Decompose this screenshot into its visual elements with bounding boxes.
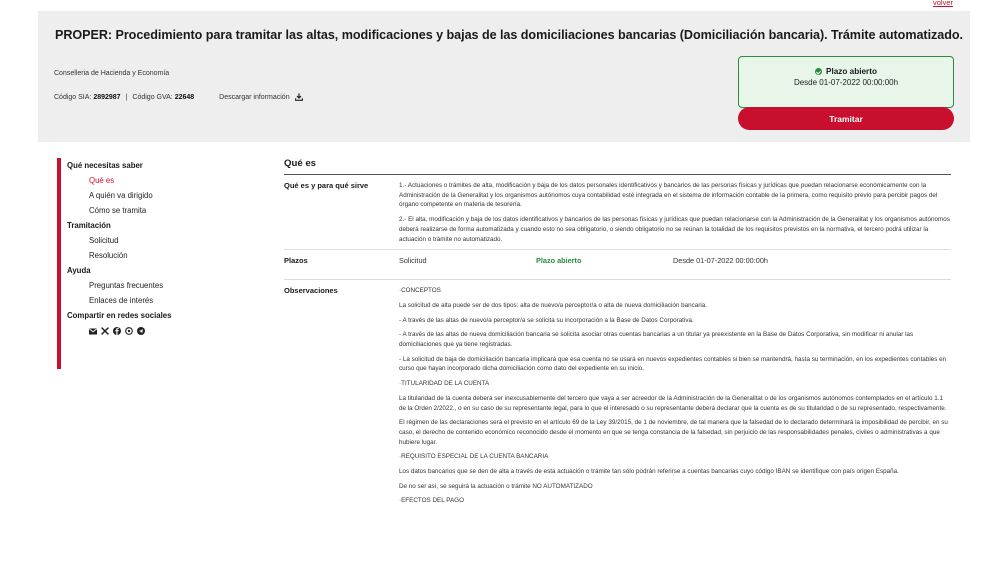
- obs-paragraph: ·CONCEPTOS: [399, 287, 441, 295]
- main-content: [284, 158, 951, 511]
- email-icon[interactable]: [89, 327, 97, 335]
- obs-paragraph: La titularidad de la cuenta deberá ser inexcusablemente del tercero que vaya a ser acreedor de la Administración de la Generalitat o de los organismos autónomos contemplados en el artículo 1.1 de la Orden 2/2022., o en su caso de su representante legal, para lo que el interesado o su representante deberá declarar que la cuenta es de su titularidad o de su representado, respectivamente.: [399, 394, 947, 412]
- gva-code: 22648: [174, 93, 195, 101]
- sidebar-item-resolucion[interactable]: Resolución: [89, 251, 128, 260]
- sidebar-section-tramitacion: Tramitación: [67, 221, 111, 230]
- obs-paragraph: ·TITULARIDAD DE LA CUENTA: [399, 380, 490, 388]
- plazos-label: Plazos: [284, 256, 308, 266]
- obs-paragraph: El régimen de las declaraciones será el previsto en el artículo 69 de la Ley 39/2015, de 1 de noviembre, de tal manera que la falsedad de lo declarado determinará la imposibilidad de percibir, en su caso, el derecho de contenido económico reconocido desde el momento en que se tenga constancia de la falsedad, sin perjuicio de las responsabilidades penales, civiles o administrativas a que hubiere lugar.: [399, 419, 948, 446]
- conselleria-name: Conselleria de Hacienda y Economía: [54, 70, 170, 77]
- obs-paragraph: - La solicitud de baja de domiciliación bancaria implicará que esa cuenta no se usará en nuevos expedientes contables si bien se mantendrá, hasta su terminación, en los expedientes contables en curso que hayan incorporado dicha domiciliación como dato del expediente en su inicio.: [399, 355, 947, 373]
- obs-paragraph: La solicitud de alta puede ser de dos tipos: alta de nuevo/a perceptor/a o alta de nueva domiciliación bancaria.: [399, 301, 708, 309]
- sidebar-item-a-quien-va-dirigido[interactable]: A quién va dirigido: [89, 191, 153, 200]
- sidebar-section-compartir: Compartir en redes sociales: [67, 311, 172, 320]
- sidebar-section-que-necesitas-saber: Qué necesitas saber: [67, 161, 143, 170]
- sidebar-section-ayuda: Ayuda: [67, 266, 91, 275]
- status-badge: [738, 56, 954, 108]
- obs-paragraph: De no ser así, se seguirá la actuación o trámite NO AUTOMATIZADO: [399, 482, 593, 490]
- tramitar-button[interactable]: Tramitar: [738, 107, 954, 130]
- sidebar-item-enlaces-de-interes[interactable]: Enlaces de interés: [89, 296, 154, 305]
- observaciones-row: [284, 280, 951, 511]
- check-circle-icon: [815, 68, 822, 75]
- obs-paragraph: ·EFECTOS DEL PAGO: [399, 497, 464, 505]
- sidebar-item-solicitud[interactable]: Solicitud: [89, 236, 119, 245]
- social-share: [67, 327, 217, 335]
- sidebar-item-preguntas-frecuentes[interactable]: Preguntas frecuentes: [89, 281, 164, 290]
- plazo-tipo: Solicitud: [399, 256, 427, 266]
- que-es-paragraph: 2.- El alta, modificación y baja de los datos identificativos y bancarios de las personas físicas y jurídicas que puedan relacionarse con la Administración de la Generalitat y los organismos autónomos deberá realizarse de forma automatizada y cuando esto no sea obligatorio, o siendo obligatorio no se reúnan la totalidad de los requisitos previstos en la normativa, el tercero podrá utilizar la actuación o trámite no automatizado.: [399, 216, 950, 243]
- que-es-row: [284, 175, 951, 250]
- obs-paragraph: - A través de las altas de nuevo/a perceptor/a se solicita su incorporación a la Base de Datos Corporativa.: [399, 316, 694, 324]
- gva-label: Código GVA:: [132, 93, 173, 101]
- volver-link[interactable]: volver: [932, 0, 953, 7]
- plazo-fecha: Desde 01-07-2022 00:00:00h: [673, 256, 768, 266]
- procedure-codes: [54, 93, 303, 101]
- sidebar-item-como-se-tramita[interactable]: Cómo se tramita: [89, 206, 147, 215]
- que-es-text: [399, 175, 951, 249]
- plazo-estado: Plazo abierto: [536, 256, 582, 266]
- download-icon: [295, 93, 303, 101]
- section-heading: Qué es: [284, 158, 951, 175]
- observaciones-label: Observaciones: [284, 286, 338, 296]
- sia-code: 2892987: [93, 93, 121, 101]
- sia-label: Código SIA:: [54, 93, 92, 101]
- x-icon[interactable]: [101, 327, 109, 335]
- code-separator: |: [125, 93, 128, 101]
- que-es-label: Qué es y para qué sirve: [284, 181, 369, 190]
- sidebar-item-que-es[interactable]: Qué es: [89, 176, 115, 185]
- facebook-icon[interactable]: [113, 327, 121, 335]
- procedure-header: [38, 11, 970, 142]
- status-state: Plazo abierto: [826, 67, 877, 76]
- download-label: Descargar información: [219, 93, 290, 101]
- whatsapp-icon[interactable]: [125, 327, 133, 335]
- observaciones-text: [399, 280, 951, 511]
- page-title: PROPER: Procedimiento para tramitar las altas, modificaciones y bajas de las domiciliaciones bancarias (Domiciliación bancaria). Trámite automatizado.: [55, 28, 963, 42]
- que-es-paragraph: 1.- Actuaciones o trámites de alta, modificación y baja de los datos personales identificativos y bancarios de las personas físicas y jurídicas que puedan relacionarse económicamente con la Administración de la Generalitat y los organismos autónomos cuya contabilidad esté integrada en el sistema de información contable de la primera, como requisito previo para percibir pagos del órgano competente en materia de tesorería.: [399, 182, 938, 209]
- obs-paragraph: ·REQUISITO ESPECIAL DE LA CUENTA BANCARIA: [399, 453, 549, 461]
- download-info-link[interactable]: [219, 93, 302, 101]
- plazos-values: [399, 250, 768, 279]
- status-date: Desde 01-07-2022 00:00:00h: [793, 78, 899, 87]
- telegram-icon[interactable]: [137, 327, 145, 335]
- obs-paragraph: Los datos bancarios que se den de alta a través de esta actuación o trámite tan sólo podrán referirse a cuentas bancarias cuyo código IBAN se identifique con país origen España.: [399, 468, 899, 476]
- obs-paragraph: - A través de las altas de nueva domiciliación bancaria se solicita asociar otras cuentas bancarias a un titular ya preexistente en la Base de Datos Corporativa, sin modificar ni anular las domiciliaciones que ya tiene registradas.: [399, 331, 914, 349]
- plazos-row: [284, 250, 951, 280]
- sidebar-nav: [57, 158, 217, 369]
